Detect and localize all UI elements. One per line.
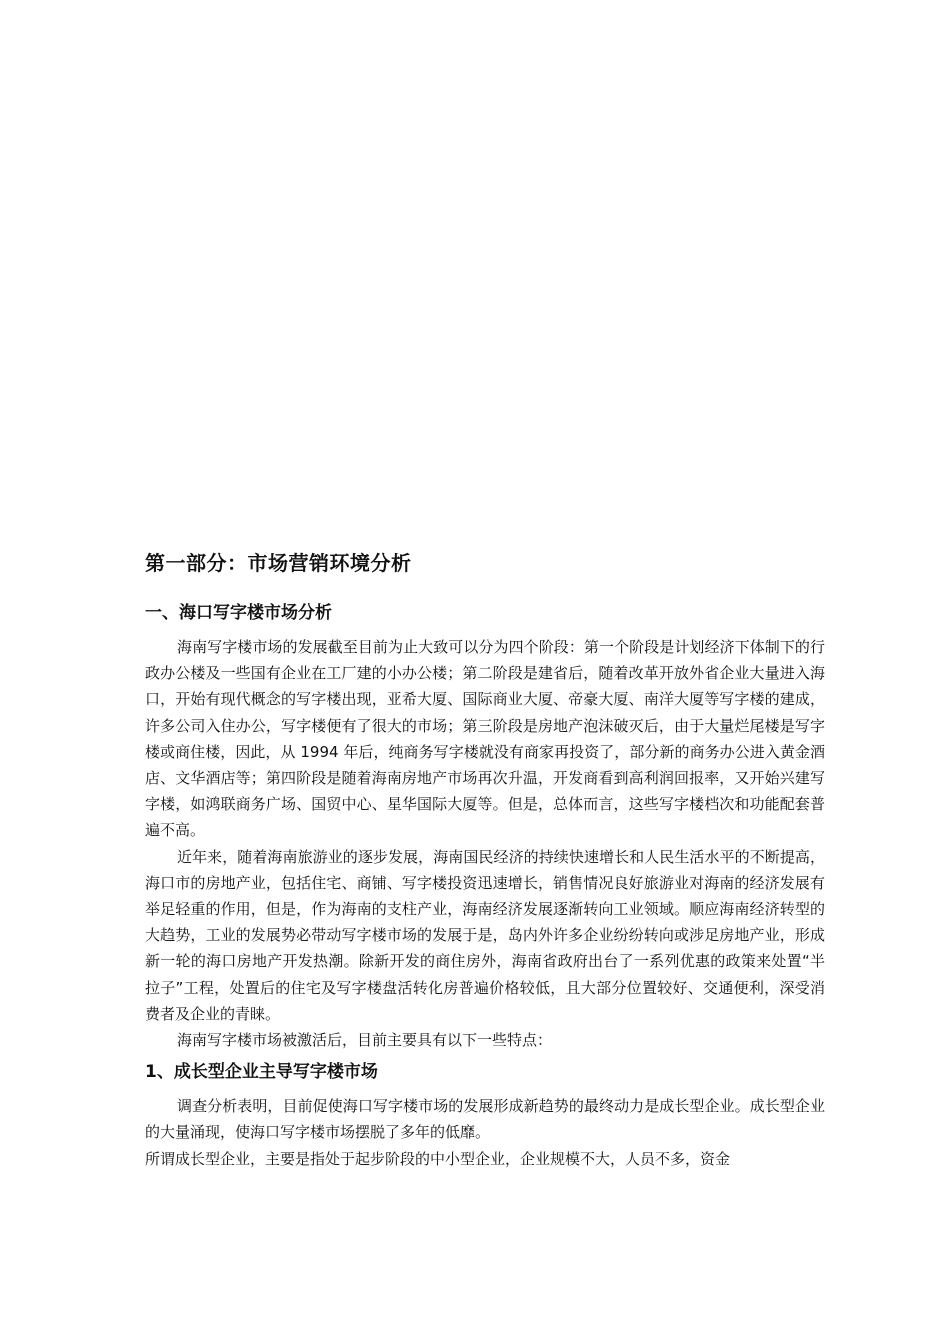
section-title: 一、海口写字楼市场分析 <box>145 603 332 623</box>
document-body <box>145 548 825 1172</box>
paragraph-definition: 所谓成长型企业，主要是指处于起步阶段的中小型企业，企业规模不大，人员不多，资金 <box>145 1149 731 1168</box>
paragraph-stages: 海南写字楼市场的发展截至目前为止大致可以分为四个阶段：第一个阶段是计划经济下体制下的行政办公楼及一些国有企业在工厂建的小办公楼；第二阶段是建省后，随着改革开放外省企业大量进入海口，开始有现代概念的写字楼出现，亚希大厦、国际商业大厦、帝豪大厦、南洋大厦等写字楼的建成，许多公司入住办公，写字楼便有了很大的市场；第三阶段是房地产泡沫破灭后，由于大量烂尾楼是写字楼或商住楼，因此，从 1994 年后，纯商务写字楼就没有商家再投资了，部分新的商务办公进入黄金酒店、文华酒店等；第四阶段是随着海南房地产市场再次升温，开发商看到高利润回报率，又开始兴建写字楼，如鸿联商务广场、国贸中心、星华国际大厦等。但是，总体而言，这些写字楼档次和功能配套普遍不高。 <box>145 638 825 840</box>
paragraph-growth-enterprises: 调查分析表明，目前促使海口写字楼市场的发展形成新趋势的最终动力是成长型企业。成长型企业的大量涌现，使海口写字楼市场摆脱了多年的低靡。 <box>145 1097 825 1142</box>
subsection-title: 1、成长型企业主导写字楼市场 <box>145 1062 378 1083</box>
part-title: 第一部分：市场营销环境分析 <box>145 551 412 575</box>
paragraph-features-intro: 海南写字楼市场被激活后，目前主要具有以下一些特点： <box>177 1031 553 1050</box>
paragraph-recent-years: 近年来，随着海南旅游业的逐步发展，海南国民经济的持续快速增长和人民生活水平的不断提高，海口市的房地产业，包括住宅、商铺、写字楼投资迅速增长，销售情况良好旅游业对海南的经济发展有举足轻重的作用，但是，作为海南的支柱产业，海南经济发展逐渐转向工业领域。顺应海南经济转型的大趋势，工业的发展势必带动写字楼市场的发展于是，岛内外许多企业纷纷转向或涉足房地产业，形成新一轮的海口房地产开发热潮。除新开发的商住房外，海南省政府出台了一系列优惠的政策来处置“半拉子”工程，处置后的住宅及写字楼盘活转化房普遍价格较低，且大部分位置较好、交通便利，深受消费者及企业的青睐。 <box>145 847 825 1023</box>
